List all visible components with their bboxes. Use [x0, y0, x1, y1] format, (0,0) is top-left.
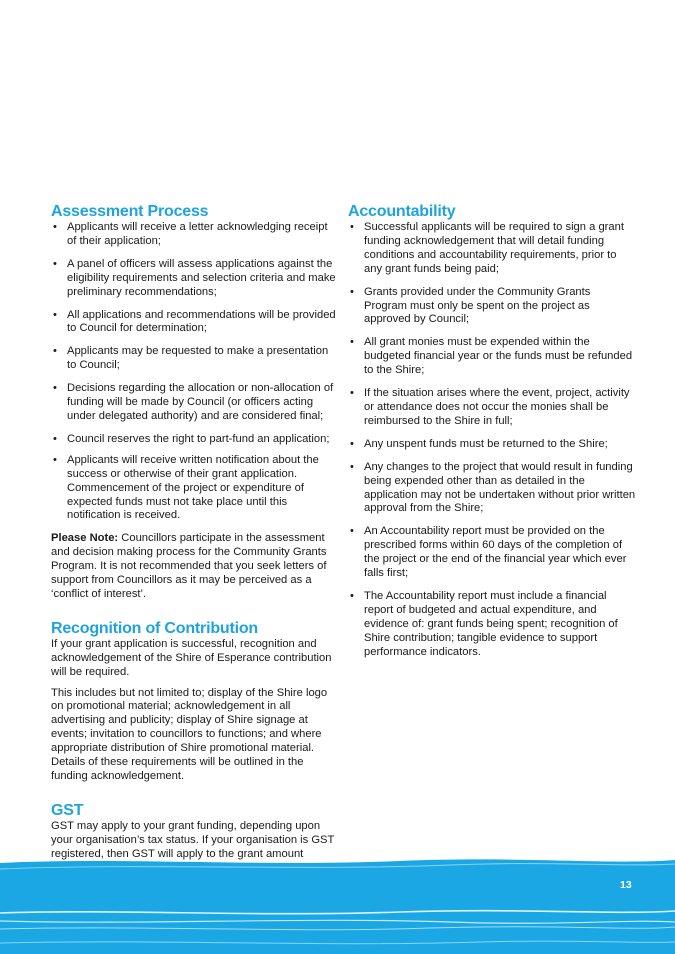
accountability-list	[348, 221, 636, 659]
list-item: • The Accountability report must include a financial report of budgeted and actual expenditure, and evidence of: grant funds being spent; recognition of Shire contribution; tangible evidence to support performance indicators.	[350, 589, 618, 658]
list-item: • If the situation arises where the event, project, activity or attendance does not occur the monies shall be reimbursed to the Shire in full;	[350, 387, 630, 427]
list-item: • All grant monies must be expended within the budgeted financial year or the funds must be refunded to the Shire;	[350, 336, 633, 377]
gst-paragraph: GST may apply to your grant funding, depending upon your organisation’s tax status. If your organisation is GST registered, then GST will apply to the grant amount	[51, 819, 335, 860]
list-item: • Decisions regarding the allocation or non-allocation of funding will be made by Council (or officers acting under delegated authority) and are considered final;	[53, 382, 334, 422]
list-item: • Any unspent funds must be returned to the Shire;	[350, 437, 608, 450]
gst-heading: GST	[51, 801, 84, 819]
recognition-heading: Recognition of Contribution	[51, 619, 258, 637]
right-column	[348, 202, 636, 668]
left-column	[51, 202, 337, 896]
assessment-heading: Assessment Process	[51, 203, 209, 220]
please-note-label: Please Note:	[51, 532, 119, 545]
list-item: • Successful applicants will be required to sign a grant funding acknowledgement that will detail funding conditions and accountability requirements, prior to any grant funds being paid;	[350, 221, 624, 275]
footer-wave-graphic	[0, 855, 675, 954]
list-item: • Any changes to the project that would result in funding being expended other than as detailed in the application may not be undertaken without prior written approval from the Shire;	[350, 460, 636, 515]
list-item: • Applicants will receive a letter acknowledging receipt of their application;	[53, 221, 328, 247]
please-note-paragraph	[51, 532, 337, 602]
list-item: • Applicants may be requested to make a presentation to Council;	[53, 345, 329, 372]
recognition-paragraph-2: This includes but not limited to; display of the Shire logo on promotional material; acknowledgement in all advertising and publicity; display of Shire signage at events; invitation to councillors to functions; and where appropriate distribution of Shire promotional material. Details of these requirements will be outlined in the funding acknowledgement.	[51, 686, 328, 782]
accountability-heading: Accountability	[348, 203, 456, 220]
list-item: • An Accountability report must be provided on the prescribed forms within 60 days of the completion of the project or the end of the financial year which ever falls first;	[350, 525, 627, 580]
page-number: 13	[620, 879, 632, 891]
recognition-paragraph-1: If your grant application is successful, recognition and acknowledgement of the Shire of Esperance contribution will be required.	[51, 637, 332, 678]
list-item: • Applicants will receive written notification about the success or otherwise of their grant application. Commencement of the project or expenditure of expected funds must not take place until this notification is received.	[53, 453, 319, 522]
please-note-text: Councillors participate in the assessment and decision making process for the Community Grants Program. It is not recommended that you seek letters of support from Councillors as it may be perceived as a ‘conflict of interest’.	[51, 532, 327, 600]
list-item: • A panel of officers will assess applications against the eligibility requirements and selection criteria and make preliminary recommendations;	[53, 257, 336, 298]
assessment-list	[51, 221, 337, 523]
list-item: • All applications and recommendations will be provided to Council for determination;	[53, 308, 336, 335]
list-item: • Grants provided under the Community Grants Program must only be spent on the project as approved by Council;	[350, 285, 591, 326]
list-item: • Council reserves the right to part-fund an application;	[53, 432, 330, 445]
